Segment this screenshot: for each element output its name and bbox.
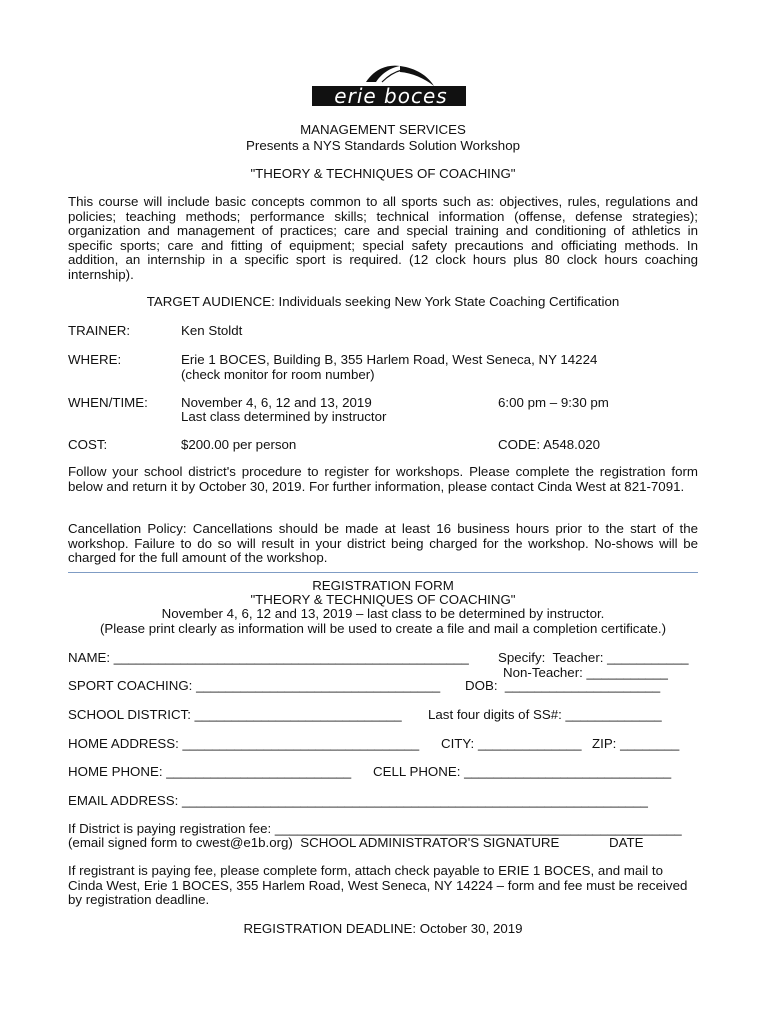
logo-wordmark: erie boces (334, 84, 448, 108)
cell-phone-field[interactable]: CELL PHONE: ____________________________ (373, 764, 672, 779)
city-field[interactable]: CITY: ______________ (441, 736, 582, 751)
when-value: November 4, 6, 12 and 13, 2019 (181, 395, 372, 410)
workshop-title: "THEORY & TECHNIQUES OF COACHING" (250, 166, 516, 181)
specify-teacher-field[interactable]: Specify: Teacher: ___________ (498, 650, 689, 665)
school-district-field[interactable]: SCHOOL DISTRICT: ____________________________ (68, 707, 402, 722)
when-note: Last class determined by instructor (181, 409, 387, 424)
form-instructions: (Please print clearly as information will be used to create a file and mail a completion certificate.) (99, 621, 667, 636)
where-value: Erie 1 BOCES, Building B, 355 Harlem Road, West Seneca, NY 14224 (181, 352, 598, 367)
registrant-payment-instructions: If registrant is paying fee, please complete form, attach check payable to ERIE 1 BOCES, and mail to Cinda West, Erie 1 BOCES, 355 Harlem Road, West Seneca, NY 14224 – form and fee must be received by registration deadline. (68, 863, 688, 908)
form-dates: November 4, 6, 12 and 13, 2019 – last class to be determined by instructor. (161, 606, 605, 621)
trainer-label: TRAINER: (68, 323, 131, 338)
cost-label: COST: (68, 437, 108, 452)
form-heading: REGISTRATION FORM (312, 578, 454, 593)
sport-coaching-field[interactable]: SPORT COACHING: _________________________________ (68, 678, 441, 693)
course-description: This course will include basic concepts common to all sports such as: objectives, rules, regulations and policies; teaching methods; performance skills; technical information (offense, defense strategies); organization and management of practices; care and special training and conditioning of athletics in specific sports; care and fitting of equipment; special safety precautions and officiating methods. In addition, an internship in a specific sport is required. (12 clock hours plus 80 clock hours coaching internship). (68, 194, 698, 282)
target-audience: TARGET AUDIENCE: Individuals seeking New York State Coaching Certification (146, 294, 620, 309)
section-divider (68, 572, 698, 573)
email-address-field[interactable]: EMAIL ADDRESS: _______________________________________________________________ (68, 793, 648, 808)
registration-instructions: Follow your school district's procedure to register for workshops. Please complete the registration form below and return it by October 30, 2019. For further information, please contact Cinda West at 821-7091. (68, 464, 698, 494)
presents-line: Presents a NYS Standards Solution Workshop (246, 138, 520, 153)
date-caption: DATE (609, 835, 644, 850)
where-label: WHERE: (68, 352, 122, 367)
form-title: "THEORY & TECHNIQUES OF COACHING" (250, 592, 516, 607)
signature-caption: (email signed form to cwest@e1b.org) SCHOOL ADMINISTRATOR'S SIGNATURE (68, 835, 560, 850)
home-address-field[interactable]: HOME ADDRESS: ________________________________ (68, 736, 420, 751)
registration-deadline: REGISTRATION DEADLINE: October 30, 2019 (243, 921, 523, 936)
course-code: CODE: A548.020 (498, 437, 601, 452)
home-phone-field[interactable]: HOME PHONE: _________________________ (68, 764, 352, 779)
name-field[interactable]: NAME: ________________________________________________ (68, 650, 469, 665)
ssn-last-four-field[interactable]: Last four digits of SS#: _____________ (428, 707, 662, 722)
where-note: (check monitor for room number) (181, 367, 375, 382)
trainer-value: Ken Stoldt (181, 323, 243, 338)
district-paying-signature-field[interactable]: If District is paying registration fee: _______________________________________________________ (68, 821, 682, 836)
cancellation-policy: Cancellation Policy: Cancellations should be made at least 16 business hours prior to the start of the workshop. Failure to do so will result in your district being charged for the workshop. No-shows will be charged for the full amount of the workshop. (68, 521, 698, 566)
zip-field[interactable]: ZIP: ________ (592, 736, 680, 751)
non-teacher-field[interactable]: Non-Teacher: ___________ (503, 665, 668, 680)
erie-boces-logo (308, 60, 468, 110)
dob-field[interactable]: DOB: _____________________ (465, 678, 661, 693)
dept-heading: MANAGEMENT SERVICES (300, 122, 466, 137)
when-label: WHEN/TIME: (68, 395, 148, 410)
when-time: 6:00 pm – 9:30 pm (498, 395, 609, 410)
cost-value: $200.00 per person (181, 437, 297, 452)
